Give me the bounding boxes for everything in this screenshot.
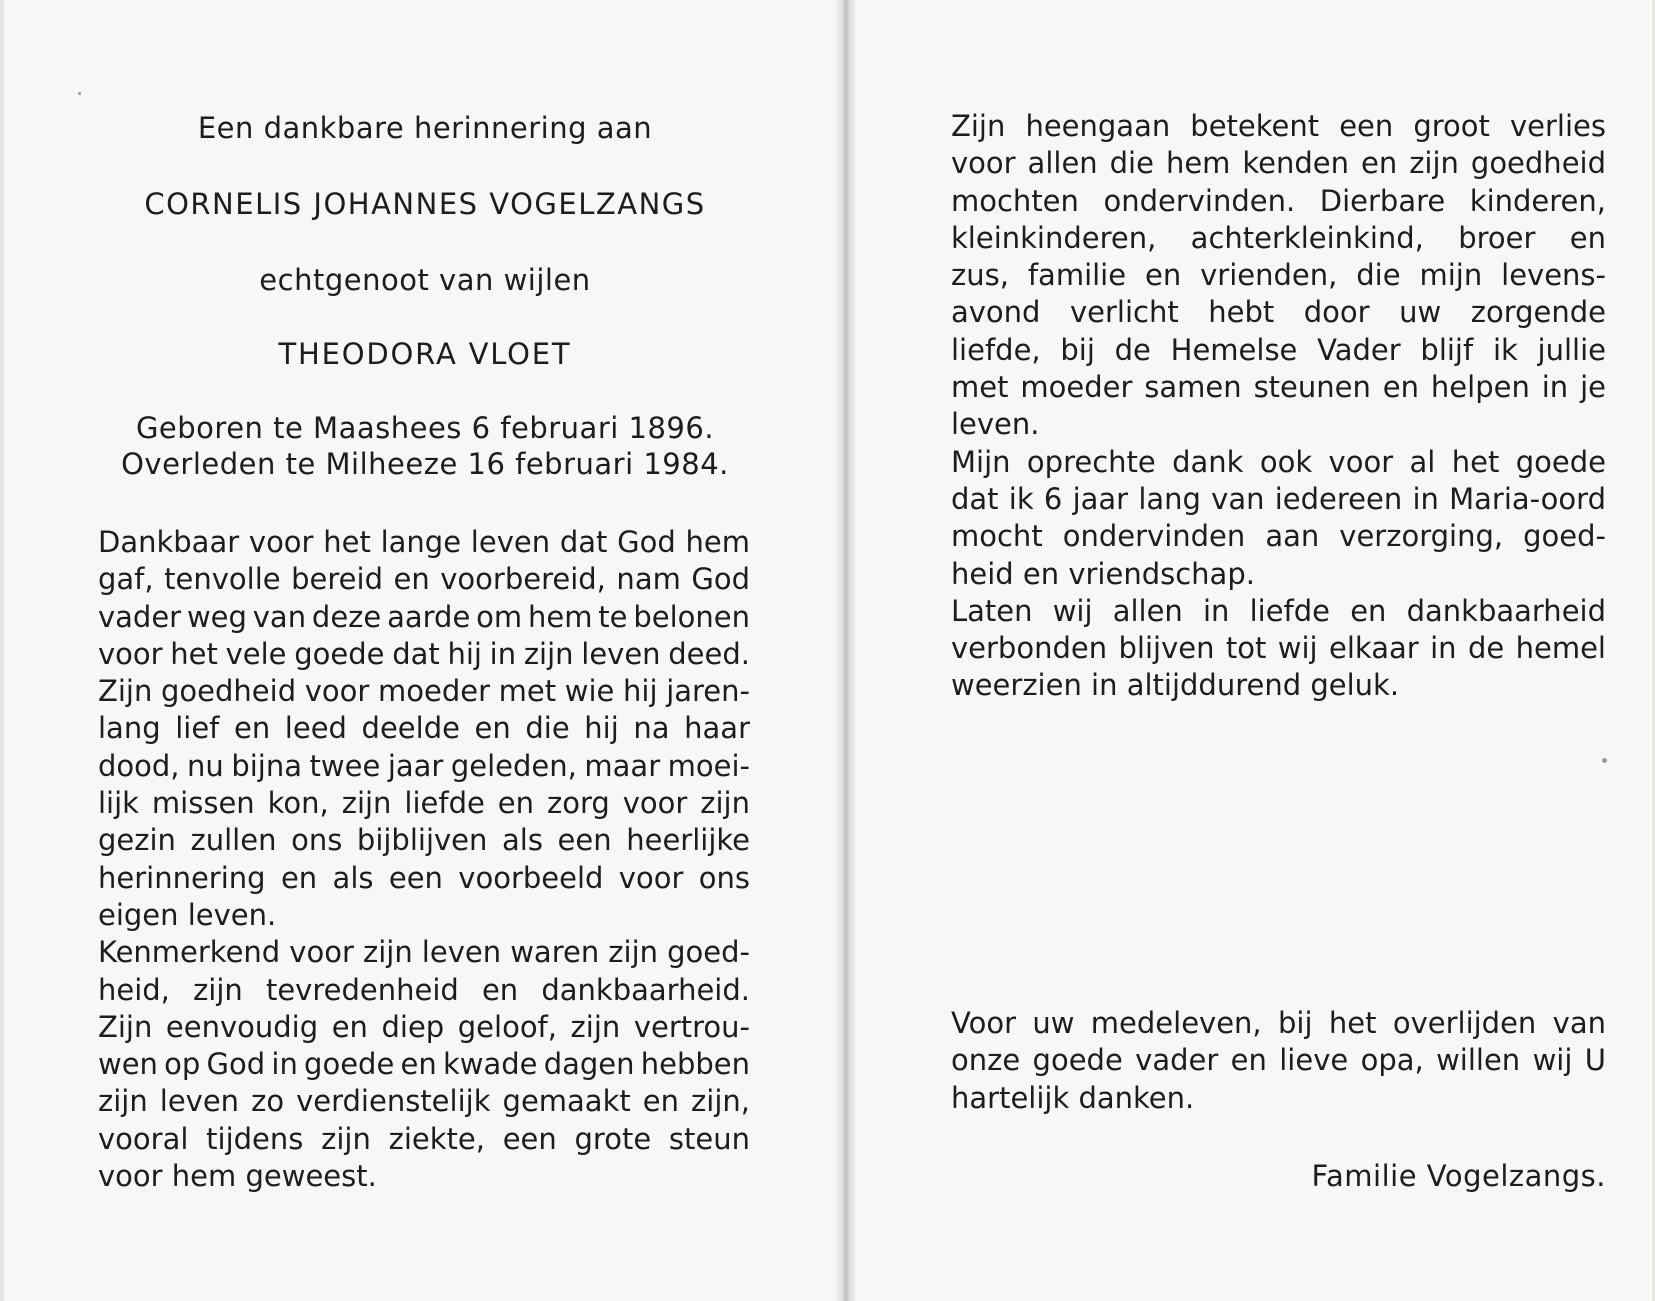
tribute-line: herinnering en als een voorbeeld voor ons [98, 860, 750, 895]
tribute-line: vader weg van deze aarde om hem te belonen [98, 599, 750, 634]
paper-speck [1602, 758, 1607, 763]
tribute-line: heid, zijn tevredenheid en dankbaarheid. [98, 972, 750, 1007]
death-line: Overleden te Milheeze 16 februari 1984. [121, 447, 729, 481]
tribute-line: Dankbaar voor het lange leven dat God hem [98, 525, 750, 559]
farewell-line: Laten wij allen in liefde en dankbaarheid [951, 593, 1606, 628]
tribute-line: voor hem geweest. [98, 1159, 377, 1194]
farewell-line: kleinkinderen, achterkleinkind, broer en [951, 220, 1606, 255]
farewell-line: mocht ondervinden aan verzorging, goed- [951, 519, 1606, 554]
thanks-line: hartelijk danken. [951, 1080, 1195, 1115]
thanks-paragraph [951, 1005, 1606, 1117]
thanks-line: onze goede vader en lieve opa, willen wij U [951, 1043, 1606, 1078]
farewell-paragraph [951, 108, 1606, 705]
tribute-line: gezin zullen ons bijblijven als een heerlijke [98, 823, 750, 858]
deceased-name: CORNELIS JOHANNES VOGELZANGS [144, 187, 706, 221]
tribute-line: vooral tijdens zijn ziekte, een grote steun [98, 1121, 750, 1156]
farewell-line: verbonden blijven tot wij elkaar in de hemel [951, 631, 1606, 666]
farewell-line: met moeder samen steunen en helpen in je [951, 370, 1606, 405]
farewell-line: mochten ondervinden. Dierbare kinderen, [951, 183, 1606, 218]
farewell-line: leven. [951, 407, 1040, 442]
tribute-line: lijk missen kon, zijn liefde en zorg voor zijn [98, 786, 750, 821]
intro-line: Een dankbare herinnering aan [197, 111, 653, 145]
farewell-line: zus, familie en vrienden, die mijn levens- [951, 258, 1606, 293]
farewell-line: weerzien in altijddurend geluk. [951, 668, 1400, 703]
tribute-line: Zijn eenvoudig en diep geloof, zijn vertrou- [98, 1009, 750, 1044]
tribute-line: lang lief en leed deelde en die hij na haar [98, 711, 750, 746]
card-fold [836, 0, 856, 1301]
farewell-line: heid en vriendschap. [951, 556, 1255, 591]
paper-speck [78, 92, 81, 95]
tribute-line: gaf, tenvolle bereid en voorbereid, nam God [98, 562, 750, 597]
tribute-line: wen op God in goede en kwade dagen hebben [98, 1047, 750, 1082]
tribute-paragraph [98, 524, 750, 1195]
birth-line: Geboren te Maashees 6 februari 1896. [135, 411, 715, 445]
tribute-line: Zijn goedheid voor moeder met wie hij jaren- [98, 674, 750, 709]
farewell-line: dat ik 6 jaar lang van iedereen in Maria-oord [951, 481, 1606, 516]
farewell-line: Zijn heengaan betekent een groot verlies [951, 109, 1606, 143]
spouse-label: echtgenoot van wijlen [259, 263, 591, 297]
farewell-line: avond verlicht hebt door uw zorgende [951, 295, 1606, 330]
tribute-line: dood, nu bijna twee jaar geleden, maar moei- [98, 748, 750, 783]
farewell-line: Mijn oprechte dank ook voor al het goede [951, 444, 1606, 479]
thanks-line: Voor uw medeleven, bij het overlijden van [951, 1006, 1606, 1040]
farewell-line: liefde, bij de Hemelse Vader blijf ik jullie [951, 332, 1606, 367]
family-signature: Familie Vogelzangs. [1311, 1159, 1606, 1193]
tribute-line: voor het vele goede dat hij in zijn leven deed. [98, 636, 750, 671]
tribute-line: zijn leven zo verdienstelijk gemaakt en zijn, [98, 1084, 750, 1119]
spouse-name: THEODORA VLOET [278, 337, 572, 371]
tribute-line: Kenmerkend voor zijn leven waren zijn goed- [98, 935, 750, 970]
farewell-line: voor allen die hem kenden en zijn goedheid [951, 146, 1606, 181]
tribute-line: eigen leven. [98, 897, 277, 932]
